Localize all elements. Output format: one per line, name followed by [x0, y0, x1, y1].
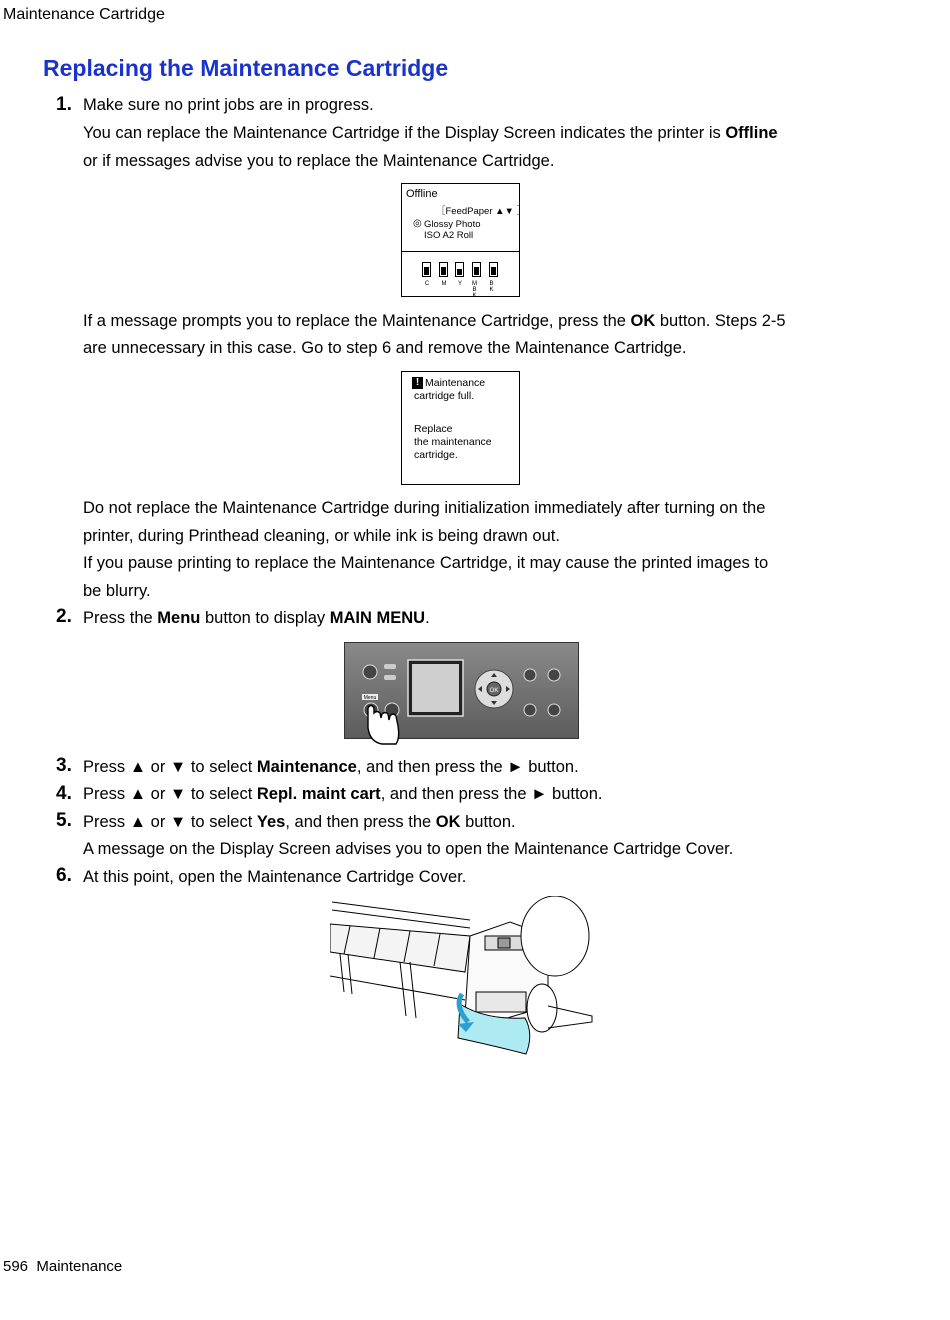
caution-line-4: be blurry. — [83, 582, 151, 600]
lcd-message-line-4: the maintenance — [414, 436, 492, 448]
control-panel-illustration — [344, 642, 579, 739]
menu-button-label: Menu — [363, 695, 377, 701]
ink-label-y: Y — [457, 281, 462, 287]
ink-gauge-y — [455, 262, 464, 277]
ink-gauge-bk — [489, 262, 498, 277]
lcd-divider — [402, 251, 519, 252]
running-header: Maintenance Cartridge — [3, 6, 165, 23]
step-1-number: 1. — [56, 94, 72, 115]
lcd-message-line-5: cartridge. — [414, 449, 458, 461]
display-screen-offline — [401, 183, 527, 299]
warning-icon: ! — [412, 377, 423, 389]
media-icon: ◎ — [413, 218, 422, 229]
step-3-text: Press ▲ or ▼ to select Maintenance, and then press the ► button. — [83, 758, 579, 776]
caution-line-3: If you pause printing to replace the Maintenance Cartridge, it may cause the printed images to — [83, 554, 769, 572]
section-title: Replacing the Maintenance Cartridge — [43, 55, 449, 81]
step-1-note-line-2: or if messages advise you to replace the Maintenance Cartridge. — [83, 152, 555, 170]
ink-label-mbk: MBK — [472, 281, 477, 299]
caution-line-1: Do not replace the Maintenance Cartridge during initialization immediately after turning on the — [83, 499, 766, 517]
step-2-text: Press the Menu button to display MAIN MENU. — [83, 609, 430, 627]
printer-cover-illustration — [330, 896, 595, 1061]
ink-label-c: C — [424, 281, 430, 287]
lcd-media-type: Glossy Photo — [424, 219, 481, 230]
step-1-note-line-1: You can replace the Maintenance Cartridge if the Display Screen indicates the printer is Offline — [83, 124, 778, 142]
lcd-feed-paper: ［FeedPaper ▲▼ ］ — [436, 206, 527, 217]
step-5-text: Press ▲ or ▼ to select Yes, and then press the OK button. — [83, 813, 516, 831]
step-4-text: Press ▲ or ▼ to select Repl. maint cart, and then press the ► button. — [83, 785, 603, 803]
ink-label-bk: BK — [489, 281, 494, 293]
lcd-message-line-1: Maintenance — [425, 377, 486, 389]
step-6-number: 6. — [56, 865, 72, 886]
step-5-note: A message on the Display Screen advises you to open the Maintenance Cartridge Cover. — [83, 840, 734, 858]
display-screen-message — [401, 371, 520, 485]
ink-gauge-m — [439, 262, 448, 277]
ink-gauge-mbk — [472, 262, 481, 277]
lcd-media-size: ISO A2 Roll — [424, 230, 474, 241]
caution-line-2: printer, during Printhead cleaning, or while ink is being drawn out. — [83, 527, 560, 545]
ink-gauge-c — [422, 262, 431, 277]
step-4-number: 4. — [56, 783, 72, 804]
step-1-text: Make sure no print jobs are in progress. — [83, 96, 374, 114]
step-5-number: 5. — [56, 810, 72, 831]
ink-label-m: M — [441, 281, 447, 287]
step-1-ok-note-line-2: are unnecessary in this case. Go to step 6 and remove the Maintenance Cartridge. — [83, 339, 687, 357]
page-number: 596 — [3, 1258, 29, 1275]
footer-section: Maintenance — [36, 1258, 123, 1275]
step-6-text: At this point, open the Maintenance Cartridge Cover. — [83, 868, 467, 886]
page-footer — [3, 1258, 122, 1275]
step-1-ok-note-line-1: If a message prompts you to replace the Maintenance Cartridge, press the OK button. Steps 2-5 — [83, 312, 786, 330]
step-3-number: 3. — [56, 755, 72, 776]
ok-button-label: OK — [489, 688, 499, 694]
lcd-message-line-2: cartridge full. — [414, 390, 475, 402]
lcd-status: Offline — [406, 188, 438, 200]
step-2-number: 2. — [56, 606, 72, 627]
lcd-message-line-3: Replace — [414, 423, 453, 435]
